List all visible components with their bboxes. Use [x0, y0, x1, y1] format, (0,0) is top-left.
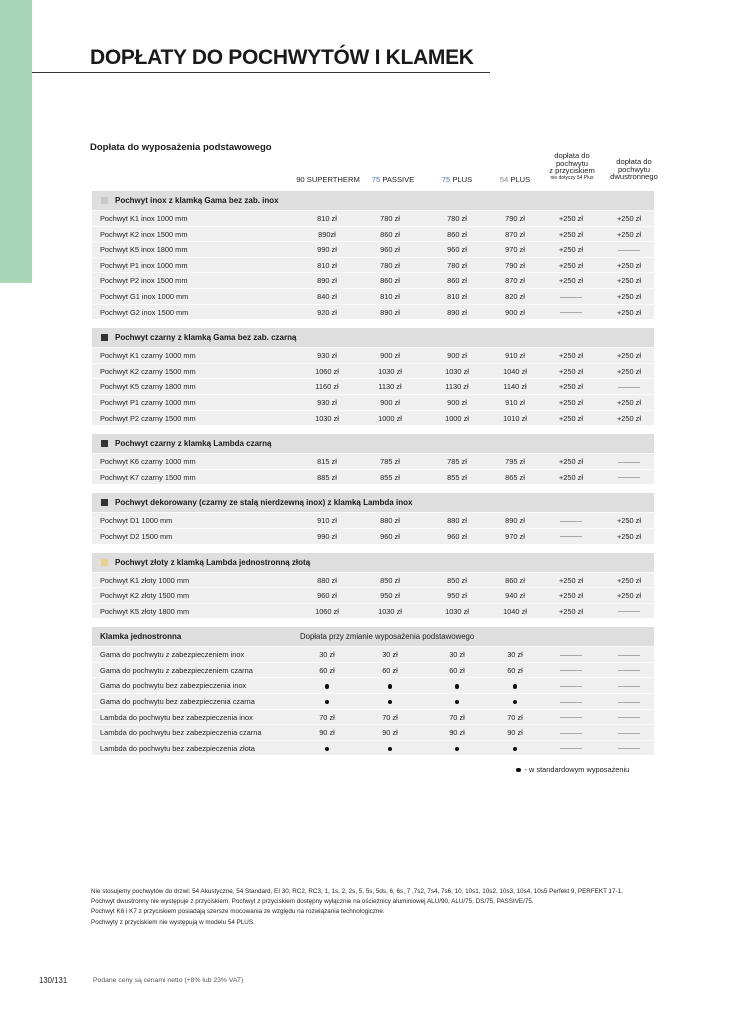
- not-applicable-dash: [544, 741, 598, 756]
- table-row: [92, 453, 654, 469]
- dash-icon: [618, 611, 640, 612]
- price-cell: 1040 zł: [503, 366, 527, 376]
- column-header-75-passive: 75 PASSIVE: [371, 175, 415, 184]
- not-applicable-dash: [604, 678, 654, 693]
- price-cell: 960 zł: [380, 531, 400, 541]
- price-cell: 780 zł: [380, 260, 400, 270]
- price-cell: 1140 zł: [503, 382, 527, 392]
- price-cell: 90 zł: [507, 728, 523, 738]
- row-label: Pochwyt D1 1000 mm: [100, 516, 173, 526]
- price-cell: 960 zł: [447, 245, 467, 255]
- price-cell: +250 zł: [616, 229, 642, 239]
- price-cell: 70 zł: [507, 712, 523, 722]
- group-title: Pochwyt inox z klamką Gama bez zab. inox: [115, 196, 279, 205]
- row-label: Pochwyt K6 czarny 1000 mm: [100, 457, 196, 467]
- price-cell: 990 zł: [317, 245, 337, 255]
- dash-icon: [618, 655, 640, 656]
- price-cell: +250 zł: [558, 472, 584, 482]
- price-cell: 910 zł: [317, 516, 337, 526]
- standard-equipment-dot: [430, 678, 484, 693]
- row-label: Pochwyt K1 czarny 1000 mm: [100, 351, 196, 361]
- price-cell: 880 zł: [447, 516, 467, 526]
- price-cell: +250 zł: [558, 276, 584, 286]
- price-cell: 780 zł: [447, 214, 467, 223]
- price-cell: 1030 zł: [315, 413, 339, 423]
- table-row: [92, 394, 654, 410]
- not-applicable-dash: [604, 694, 654, 709]
- not-applicable-dash: [544, 710, 598, 725]
- price-cell: 810 zł: [317, 260, 337, 270]
- price-cell: 890 zł: [447, 307, 467, 317]
- product-group: [92, 328, 654, 425]
- price-cell: 885 zł: [317, 472, 337, 482]
- price-cell: 90 zł: [449, 728, 465, 738]
- price-cell: +250 zł: [558, 575, 584, 585]
- standard-equipment-dot: [488, 741, 542, 756]
- not-applicable-dash: [544, 647, 598, 662]
- standard-equipment-dot: [363, 741, 417, 756]
- bullet-icon: [513, 684, 518, 689]
- row-label: Pochwyt P1 czarny 1000 mm: [100, 397, 196, 407]
- price-cell: 1060 zł: [315, 366, 339, 376]
- table-row: [92, 378, 654, 394]
- price-cell: +250 zł: [558, 214, 584, 223]
- table-row: [92, 512, 654, 528]
- row-label: Pochwyt D2 1500 mm: [100, 531, 173, 541]
- not-applicable-dash: [544, 513, 598, 528]
- price-cell: 970 zł: [505, 531, 525, 541]
- table-row: [92, 304, 654, 320]
- price-cell: 900 zł: [505, 307, 525, 317]
- standard-equipment-dot: [363, 678, 417, 693]
- color-swatch-icon: [101, 197, 108, 204]
- price-cell: 1030 zł: [378, 606, 402, 616]
- price-cell: 810 zł: [380, 291, 400, 301]
- table-row: [92, 241, 654, 257]
- bullet-icon: [455, 684, 460, 689]
- price-cell: 920 zł: [317, 307, 337, 317]
- price-cell: +250 zł: [558, 382, 584, 392]
- price-cell: 1160 zł: [315, 382, 339, 392]
- price-cell: 1010 zł: [503, 413, 527, 423]
- price-cell: 860 zł: [447, 229, 467, 239]
- not-applicable-dash: [544, 529, 598, 544]
- table-row: [92, 587, 654, 603]
- group-title: Pochwyt czarny z klamką Lambda czarną: [115, 439, 272, 449]
- page-title: DOPŁATY DO POCHWYTÓW I KLAMEK: [90, 46, 474, 69]
- standard-equipment-dot: [363, 694, 417, 709]
- dash-icon: [560, 748, 582, 749]
- table-row: [92, 662, 654, 678]
- not-applicable-dash: [604, 663, 654, 678]
- not-applicable-dash: [604, 710, 654, 725]
- price-cell: 815 zł: [317, 457, 337, 467]
- footer-note: Podane ceny są cenami netto (+8% lub 23% VAT): [93, 977, 244, 984]
- row-label: Lambda do pochwytu bez zabezpieczenia czarna: [100, 728, 262, 738]
- dash-icon: [618, 748, 640, 749]
- price-cell: +250 zł: [558, 591, 584, 601]
- group-header: [92, 493, 654, 512]
- price-cell: +250 zł: [558, 229, 584, 239]
- price-cell: 795 zł: [505, 457, 525, 467]
- row-label: Pochwyt P2 czarny 1500 mm: [100, 413, 196, 423]
- price-cell: 70 zł: [449, 712, 465, 722]
- note-line: Pochwyt K6 i K7 z przyciskiem posiadają szersze mocowania ze względu na rozwiązania technologiczne.: [91, 908, 385, 916]
- price-cell: 60 zł: [507, 665, 523, 675]
- price-cell: 1130 zł: [378, 382, 402, 392]
- table-row: [92, 226, 654, 242]
- section-title: Dopłata do wyposażenia podstawowego: [90, 142, 272, 153]
- dash-icon: [618, 733, 640, 734]
- not-applicable-dash: [604, 454, 654, 469]
- price-cell: +250 zł: [616, 413, 642, 423]
- price-cell: 855 zł: [447, 472, 467, 482]
- standard-equipment-dot: [488, 694, 542, 709]
- price-cell: 960 zł: [317, 591, 337, 601]
- price-cell: +250 zł: [558, 260, 584, 270]
- price-cell: 900 zł: [447, 351, 467, 361]
- dash-icon: [560, 655, 582, 656]
- price-cell: 860 zł: [380, 229, 400, 239]
- price-cell: 910 zł: [505, 397, 525, 407]
- row-label: Pochwyt P1 inox 1000 mm: [100, 260, 188, 270]
- row-label: Pochwyt K2 czarny 1500 mm: [100, 366, 196, 376]
- row-label: Gama do pochwytu bez zabezpieczenia czarna: [100, 697, 255, 707]
- price-cell: +250 zł: [558, 351, 584, 361]
- product-group: [92, 553, 654, 619]
- row-label: Pochwyt P2 inox 1500 mm: [100, 276, 188, 286]
- price-cell: 810 zł: [317, 214, 337, 223]
- column-header-przycisk: dopłata do pochwytu z przyciskiem nie dotyczy 54 Plus: [549, 151, 595, 181]
- price-cell: 780 zł: [380, 214, 400, 223]
- table-row: [92, 603, 654, 619]
- table-row: [92, 646, 654, 662]
- price-cell: 1030 zł: [445, 606, 469, 616]
- row-label: Gama do pochwytu bez zabezpieczenia inox: [100, 681, 247, 691]
- price-cell: +250 zł: [616, 307, 642, 317]
- dash-icon: [618, 702, 640, 703]
- row-label: Pochwyt K5 złoty 1800 mm: [100, 606, 190, 616]
- product-group: [92, 191, 654, 319]
- note-line: Pochwyty z przyciskiem nie występują w modelu 54 PLUS.: [91, 918, 255, 926]
- row-label: Lambda do pochwytu bez zabezpieczenia złota: [100, 743, 255, 753]
- price-cell: 930 zł: [317, 351, 337, 361]
- dash-icon: [618, 717, 640, 718]
- product-group: [92, 493, 654, 543]
- price-cell: +250 zł: [616, 214, 642, 223]
- dash-icon: [618, 462, 640, 463]
- dash-icon: [560, 702, 582, 703]
- bullet-icon: [325, 747, 330, 752]
- klamka-subtitle: Dopłata przy zmianie wyposażenia podstawowego: [300, 632, 475, 642]
- price-cell: 840 zł: [317, 291, 337, 301]
- price-cell: 810 zł: [447, 291, 467, 301]
- price-cell: 785 zł: [380, 457, 400, 467]
- price-cell: 900 zł: [447, 397, 467, 407]
- standard-equipment-dot: [300, 694, 354, 709]
- price-cell: 60 zł: [382, 665, 398, 675]
- not-applicable-dash: [544, 678, 598, 693]
- row-label: Pochwyt K5 inox 1800 mm: [100, 245, 188, 255]
- group-title: Pochwyt czarny z klamką Gama bez zab. czarną: [115, 333, 297, 343]
- row-label: Pochwyt K2 inox 1500 mm: [100, 229, 188, 239]
- price-cell: +250 zł: [616, 276, 642, 286]
- group-header: [92, 553, 654, 572]
- standard-equipment-dot: [430, 741, 484, 756]
- standard-equipment-dot: [300, 678, 354, 693]
- not-applicable-dash: [604, 647, 654, 662]
- price-cell: 950 zł: [380, 591, 400, 601]
- dash-icon: [560, 670, 582, 671]
- table-row: [92, 572, 654, 588]
- price-cell: +250 zł: [616, 260, 642, 270]
- not-applicable-dash: [544, 289, 598, 304]
- color-swatch-icon: [101, 499, 108, 506]
- klamka-header: [92, 627, 654, 646]
- klamka-group: [92, 627, 654, 755]
- table-row: [92, 272, 654, 288]
- not-applicable-dash: [544, 305, 598, 320]
- price-cell: 860 zł: [380, 276, 400, 286]
- price-cell: 790 zł: [505, 214, 525, 223]
- bullet-icon: [325, 684, 330, 689]
- row-label: Pochwyt K2 złoty 1500 mm: [100, 591, 190, 601]
- price-cell: 780 zł: [447, 260, 467, 270]
- bullet-icon: [513, 747, 518, 752]
- not-applicable-dash: [604, 470, 654, 485]
- column-header-dwustronny: dopłata do pochwytu dwustronnego: [610, 157, 658, 182]
- table-row: [92, 693, 654, 709]
- price-cell: 30 zł: [449, 650, 465, 660]
- table-row: [92, 677, 654, 693]
- dash-icon: [560, 536, 582, 537]
- note-line: Pochwyt dwustronny nie występuje z przyciskiem. Pochwyt z przyciskiem dostępny wyłącznie na ościeżnicy aluminiowej ALU/90, ALU/75, DS/75, PASSIVE/75.: [91, 898, 534, 906]
- price-cell: 890 zł: [317, 276, 337, 286]
- page-number: 130/131: [39, 976, 68, 985]
- bullet-icon: [325, 700, 330, 705]
- notes: [91, 887, 623, 928]
- price-cell: 960 zł: [380, 245, 400, 255]
- standard-equipment-dot: [430, 694, 484, 709]
- dash-icon: [618, 250, 640, 251]
- price-cell: +250 zł: [558, 606, 584, 616]
- price-cell: 890zł: [318, 229, 336, 239]
- price-cell: 855 zł: [380, 472, 400, 482]
- bullet-icon: [388, 747, 393, 752]
- table-row: [92, 210, 654, 226]
- bullet-icon: [513, 700, 518, 705]
- price-cell: 30 zł: [507, 650, 523, 660]
- table-row: [92, 288, 654, 304]
- price-cell: 1000 zł: [445, 413, 469, 423]
- price-cell: 90 zł: [382, 728, 398, 738]
- dash-icon: [618, 670, 640, 671]
- price-cell: +250 zł: [616, 366, 642, 376]
- price-cell: 860 zł: [505, 575, 525, 585]
- price-cell: +250 zł: [558, 457, 584, 467]
- price-cell: 1040 zł: [503, 606, 527, 616]
- table-row: [92, 257, 654, 273]
- column-header-90-supertherm: 90 SUPERTHERM: [296, 175, 360, 184]
- price-cell: 890 zł: [380, 307, 400, 317]
- price-cell: +250 zł: [616, 591, 642, 601]
- legend: - w standardowym wyposażeniu: [516, 765, 629, 774]
- price-cell: 930 zł: [317, 397, 337, 407]
- price-cell: 870 zł: [505, 276, 525, 286]
- dash-icon: [618, 477, 640, 478]
- price-table: [92, 191, 654, 764]
- row-label: Pochwyt K1 inox 1000 mm: [100, 214, 188, 223]
- not-applicable-dash: [544, 663, 598, 678]
- price-cell: 970 zł: [505, 245, 525, 255]
- standard-equipment-dot: [488, 678, 542, 693]
- price-cell: 1030 zł: [378, 366, 402, 376]
- price-cell: 820 zł: [505, 291, 525, 301]
- table-row: [92, 363, 654, 379]
- not-applicable-dash: [544, 725, 598, 740]
- color-swatch-icon: [101, 559, 108, 566]
- price-cell: 850 zł: [380, 575, 400, 585]
- bullet-icon: [388, 700, 393, 705]
- group-title: Pochwyt złoty z klamką Lambda jednostronną złotą: [115, 557, 311, 567]
- price-cell: 90 zł: [319, 728, 335, 738]
- not-applicable-dash: [604, 725, 654, 740]
- price-cell: 1030 zł: [445, 366, 469, 376]
- price-cell: 30 zł: [382, 650, 398, 660]
- price-cell: +250 zł: [558, 413, 584, 423]
- row-label: Pochwyt K7 czarny 1500 mm: [100, 472, 196, 482]
- not-applicable-dash: [604, 379, 654, 394]
- price-cell: +250 zł: [616, 575, 642, 585]
- color-swatch-icon: [101, 334, 108, 341]
- price-cell: 30 zł: [319, 650, 335, 660]
- bullet-icon: [455, 700, 460, 705]
- price-cell: 870 zł: [505, 229, 525, 239]
- table-row: [92, 528, 654, 544]
- price-cell: 860 zł: [447, 276, 467, 286]
- not-applicable-dash: [604, 242, 654, 257]
- dash-icon: [560, 717, 582, 718]
- price-cell: 60 zł: [319, 665, 335, 675]
- side-accent-bar: [0, 0, 32, 283]
- price-cell: 880 zł: [317, 575, 337, 585]
- price-cell: 900 zł: [380, 397, 400, 407]
- bullet-icon: [388, 684, 393, 689]
- dash-icon: [560, 521, 582, 522]
- price-cell: +250 zł: [616, 351, 642, 361]
- title-underline: [32, 72, 490, 73]
- price-cell: 865 zł: [505, 472, 525, 482]
- price-cell: 790 zł: [505, 260, 525, 270]
- group-header: [92, 191, 654, 210]
- product-group: [92, 434, 654, 484]
- row-label: Pochwyt K1 złoty 1000 mm: [100, 575, 190, 585]
- price-cell: 940 zł: [505, 591, 525, 601]
- dash-icon: [560, 312, 582, 313]
- table-row: [92, 469, 654, 485]
- dash-icon: [618, 686, 640, 687]
- color-swatch-icon: [101, 440, 108, 447]
- group-header: [92, 434, 654, 453]
- table-row: [92, 740, 654, 756]
- price-cell: +250 zł: [558, 397, 584, 407]
- bullet-icon: [516, 768, 521, 773]
- row-label: Pochwyt G1 inox 1000 mm: [100, 291, 189, 301]
- klamka-title: Klamka jednostronna: [100, 632, 182, 642]
- price-cell: 70 zł: [382, 712, 398, 722]
- price-cell: 950 zł: [447, 591, 467, 601]
- dash-icon: [560, 733, 582, 734]
- price-cell: 990 zł: [317, 531, 337, 541]
- price-cell: +250 zł: [616, 516, 642, 526]
- bullet-icon: [455, 747, 460, 752]
- not-applicable-dash: [544, 694, 598, 709]
- price-cell: +250 zł: [558, 245, 584, 255]
- standard-equipment-dot: [300, 741, 354, 756]
- column-header-75-plus: 75 PLUS: [441, 175, 473, 184]
- table-row: [92, 347, 654, 363]
- price-cell: +250 zł: [616, 397, 642, 407]
- price-cell: 70 zł: [319, 712, 335, 722]
- dash-icon: [560, 297, 582, 298]
- row-label: Gama do pochwytu z zabezpieczeniem czarna: [100, 665, 253, 675]
- price-cell: 910 zł: [505, 351, 525, 361]
- price-cell: 1000 zł: [378, 413, 402, 423]
- price-cell: 1130 zł: [445, 382, 469, 392]
- price-cell: 60 zł: [449, 665, 465, 675]
- group-title: Pochwyt dekorowany (czarny ze stalą nierdzewną inox) z klamką Lambda inox: [115, 498, 413, 508]
- price-cell: 880 zł: [380, 516, 400, 526]
- price-cell: 850 zł: [447, 575, 467, 585]
- price-cell: 960 zł: [447, 531, 467, 541]
- dash-icon: [560, 686, 582, 687]
- not-applicable-dash: [604, 604, 654, 619]
- price-cell: 890 zł: [505, 516, 525, 526]
- price-cell: +250 zł: [558, 366, 584, 376]
- column-header-54-plus: 54 PLUS: [499, 175, 531, 184]
- row-label: Lambda do pochwytu bez zabezpieczenia inox: [100, 712, 253, 722]
- price-cell: 1060 zł: [315, 606, 339, 616]
- row-label: Pochwyt G2 inox 1500 mm: [100, 307, 189, 317]
- dash-icon: [618, 387, 640, 388]
- row-label: Pochwyt K5 czarny 1800 mm: [100, 382, 196, 392]
- table-row: [92, 709, 654, 725]
- note-line: Nie stosujemy pochwytów do drzwi: 54 Akustyczne, 54 Standard, EI 30, RC2, RC3, 1, 1s, 2, 2s, 5, 5s, 5ds, 6, 6s, 7 ,7s2, 7s4, 7s6, 10, 10s1, 10s2, 10s3, 10s4, 10s5 Perfekt 9, PERFEKT 17-1.: [91, 888, 623, 895]
- price-cell: 785 zł: [447, 457, 467, 467]
- table-row: [92, 410, 654, 426]
- row-label: Gama do pochwytu z zabezpieczeniem inox: [100, 650, 245, 660]
- price-cell: 900 zł: [380, 351, 400, 361]
- table-row: [92, 724, 654, 740]
- not-applicable-dash: [604, 741, 654, 756]
- group-header: [92, 328, 654, 347]
- price-cell: +250 zł: [616, 531, 642, 541]
- price-cell: +250 zł: [616, 291, 642, 301]
